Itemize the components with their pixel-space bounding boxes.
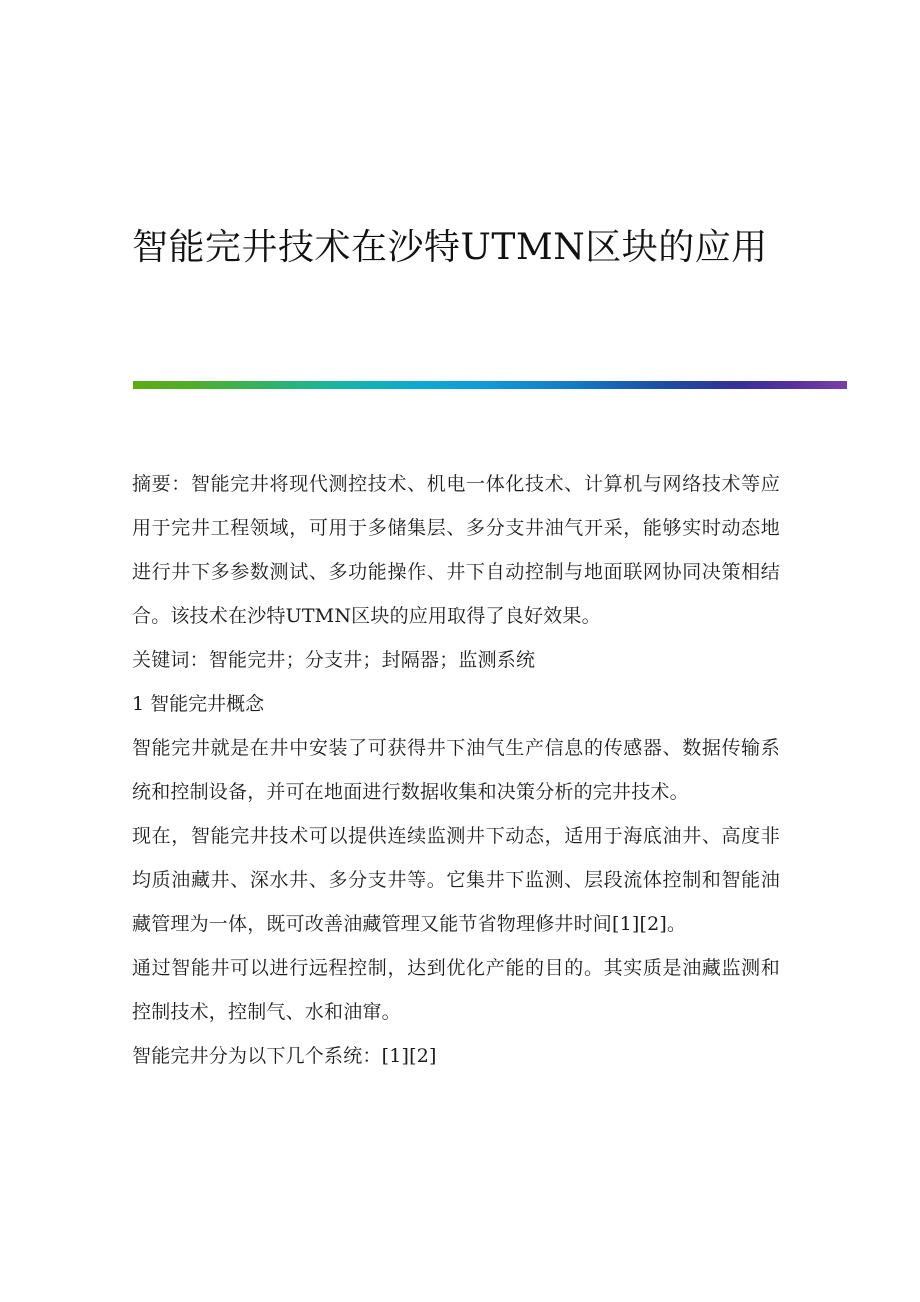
gradient-divider-bar [133, 381, 847, 389]
section-1-paragraph-2: 现在，智能完井技术可以提供连续监测井下动态，适用于海底油井、高度非均质油藏井、深水井、多分支井等。它集井下监测、层段流体控制和智能油藏管理为一体，既可改善油藏管理又能节省物理修井时间[1][2]。 [132, 825, 780, 935]
section-1-paragraph-3: 通过智能井可以进行远程控制，达到优化产能的目的。其实质是油藏监测和控制技术，控制气、水和油窜。 [132, 957, 780, 1023]
gradient-divider [133, 381, 847, 389]
keywords-line: 关键词：智能完井；分支井；封隔器；监测系统 [132, 649, 536, 671]
abstract-paragraph: 摘要：智能完井将现代测控技术、机电一体化技术、计算机与网络技术等应用于完井工程领域，可用于多储集层、多分支井油气开采，能够实时动态地进行井下多参数测试、多功能操作、井下自动控制与地面联网协同决策相结合。该技术在沙特UTMN区块的应用取得了良好效果。 [132, 473, 780, 627]
page-title: 智能完井技术在沙特UTMN区块的应用 [132, 227, 768, 269]
document-body [132, 462, 780, 1078]
section-1-paragraph-1: 智能完井就是在井中安装了可获得井下油气生产信息的传感器、数据传输系统和控制设备，并可在地面进行数据收集和决策分析的完井技术。 [132, 737, 780, 803]
section-1-paragraph-4: 智能完井分为以下几个系统：[1][2] [132, 1045, 437, 1067]
section-heading-1: 1 智能完井概念 [132, 693, 265, 715]
